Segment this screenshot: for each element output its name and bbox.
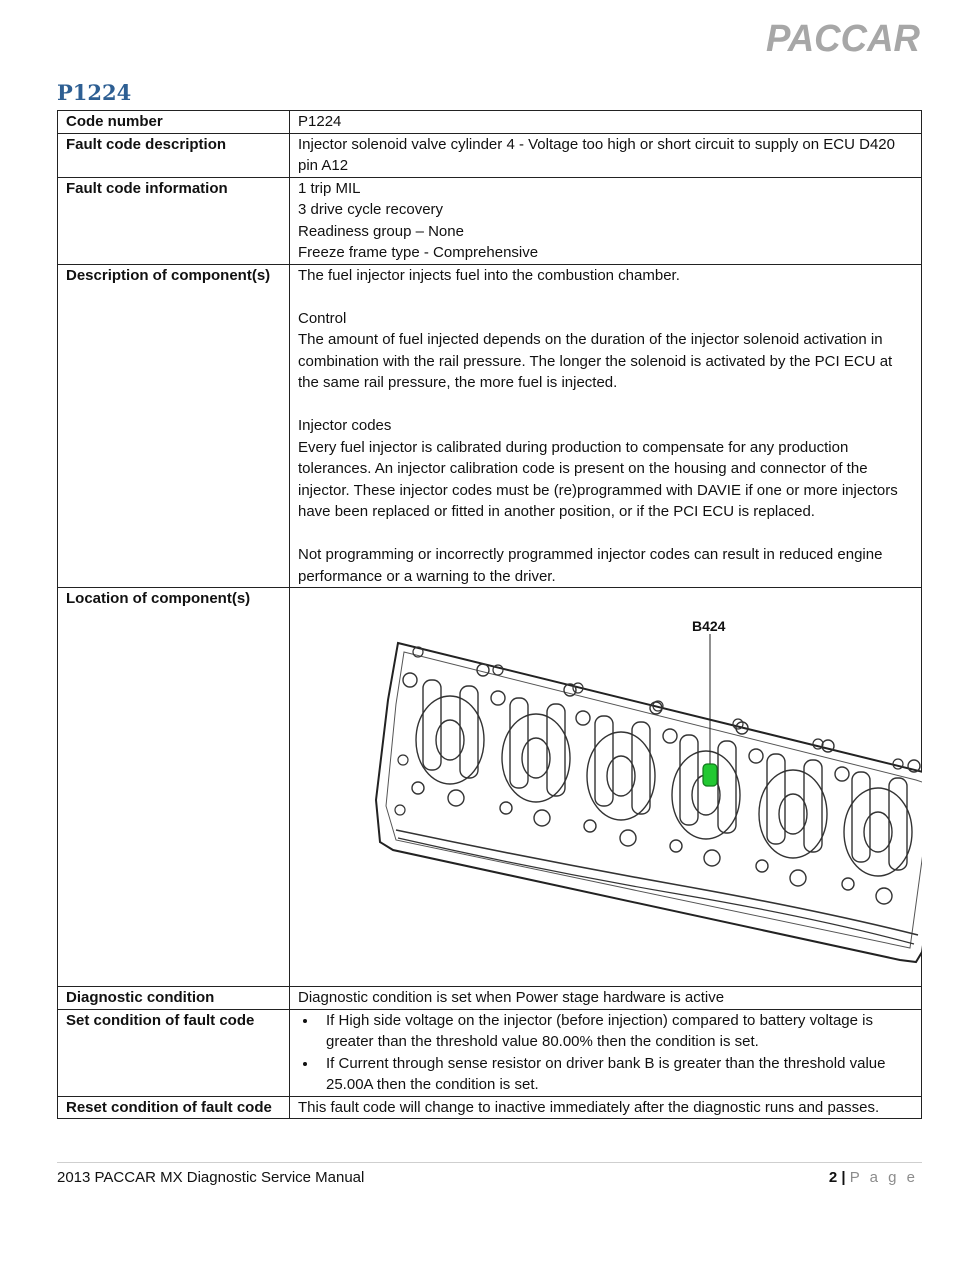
table-row xyxy=(58,1009,922,1096)
row-label: Set condition of fault code xyxy=(58,1009,290,1096)
row-label: Fault code information xyxy=(58,177,290,264)
info-line: 3 drive cycle recovery xyxy=(298,201,444,218)
table-row xyxy=(58,987,922,1010)
list-item: • If High side voltage on the injector (before injection) compared to battery voltage is greater than the threshold value 80.00% then the condition is set. xyxy=(318,1010,913,1053)
component-description-value xyxy=(290,264,922,588)
component-b424-marker xyxy=(703,764,717,786)
row-label: Description of component(s) xyxy=(58,264,290,588)
cylinder-head-diagram xyxy=(290,588,922,986)
reset-condition-value: This fault code will change to inactive immediately after the diagnostic runs and passes. xyxy=(290,1096,922,1119)
row-label: Location of component(s) xyxy=(58,588,290,987)
page-separator: | xyxy=(841,1169,846,1186)
row-label: Code number xyxy=(58,111,290,134)
paragraph: The amount of fuel injected depends on the duration of the injector solenoid activation in combination with the rail pressure. The longer the solenoid is activated by the PCI ECU at the same rail pressure, the more fuel is injected. xyxy=(298,331,893,391)
table-row xyxy=(58,264,922,588)
table-row xyxy=(58,588,922,987)
page-word: P a g e xyxy=(849,1169,918,1186)
row-label: Fault code description xyxy=(58,133,290,177)
row-label: Reset condition of fault code xyxy=(58,1096,290,1119)
bullet-list xyxy=(298,1010,913,1096)
logo-text: PACCAR xyxy=(766,20,921,54)
paragraph-heading: Injector codes xyxy=(298,417,392,434)
paragraph: Every fuel injector is calibrated during production to compensate for any production tolerances. An injector calibration code is present on the housing and connector of the injector. These injector codes must be (re)programmed with DAVIE if one or more injectors have been replaced or fitted in another position, or if the PCI ECU is replaced. xyxy=(298,438,898,520)
fault-information-value xyxy=(290,177,922,264)
manual-title: 2013 PACCAR MX Diagnostic Service Manual xyxy=(57,1169,365,1186)
table-row xyxy=(58,177,922,264)
set-condition-value xyxy=(290,1009,922,1096)
code-number-value: P1224 xyxy=(290,111,922,134)
diagnostic-condition-value: Diagnostic condition is set when Power stage hardware is active xyxy=(290,987,922,1010)
page-number: 2 xyxy=(828,1169,838,1186)
component-callout-label: B424 xyxy=(692,618,726,634)
list-item: • If Current through sense resistor on driver bank B is greater than the threshold value 25.00A then the condition is set. xyxy=(318,1053,913,1096)
page-title: P1224 xyxy=(57,80,132,105)
table-row xyxy=(58,133,922,177)
fault-description-value: Injector solenoid valve cylinder 4 - Voltage too high or short circuit to supply on ECU D420 pin A12 xyxy=(290,133,922,177)
fault-code-table xyxy=(57,110,922,1119)
paragraph-heading: Control xyxy=(298,309,347,327)
info-line: Freeze frame type - Comprehensive xyxy=(298,244,539,261)
page-indicator xyxy=(829,1169,918,1186)
paccar-logo xyxy=(766,20,922,54)
location-figure-cell xyxy=(290,588,922,987)
row-label: Diagnostic condition xyxy=(58,987,290,1010)
paragraph: Not programming or incorrectly programmed injector codes can result in reduced engine performance or a warning to the driver. xyxy=(298,546,883,585)
info-line: Readiness group – None xyxy=(298,222,464,240)
info-line: 1 trip MIL xyxy=(298,179,361,197)
table-row xyxy=(58,1096,922,1119)
page-footer xyxy=(57,1162,922,1186)
paragraph: The fuel injector injects fuel into the combustion chamber. xyxy=(298,266,680,284)
table-row xyxy=(58,111,922,134)
